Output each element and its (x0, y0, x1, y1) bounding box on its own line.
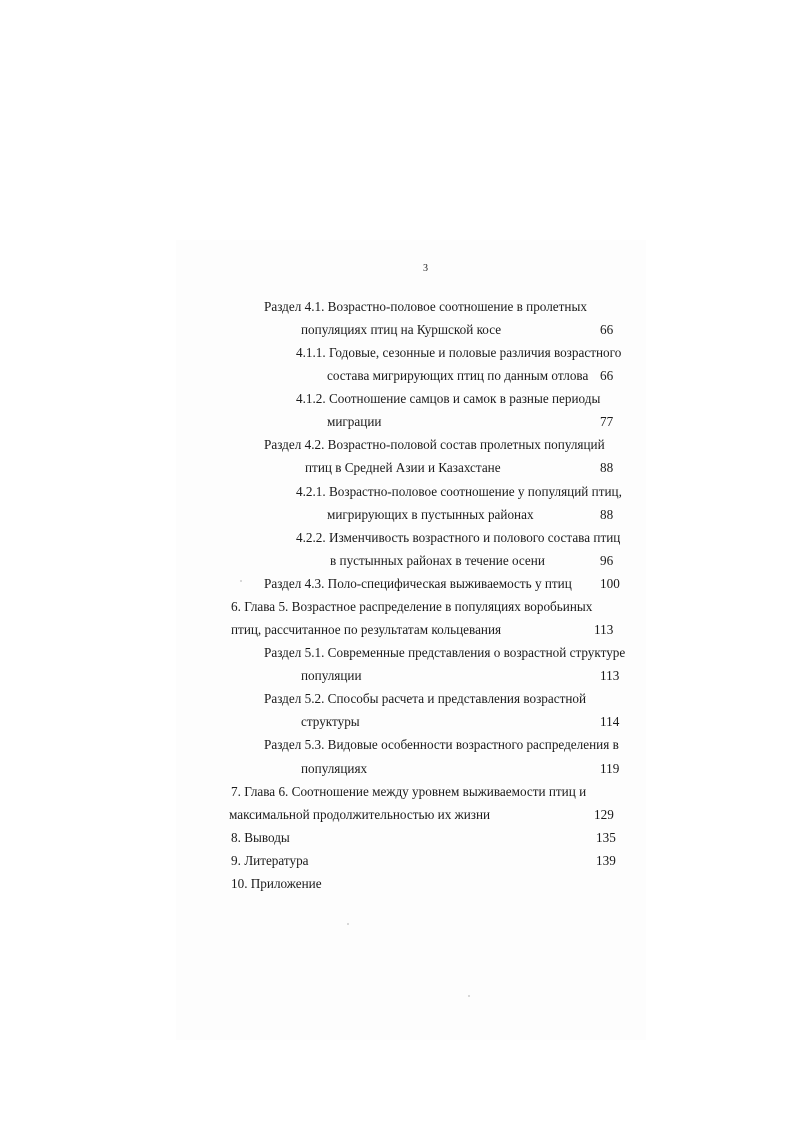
toc-line: 8. Выводы (231, 830, 290, 845)
toc-page: 88 (600, 460, 614, 475)
toc-line: структуры (301, 714, 360, 729)
toc-page: 119 (600, 761, 620, 776)
toc-line: 7. Глава 6. Соотношение между уровнем выживаемости птиц и (231, 784, 587, 799)
toc-page: 113 (600, 668, 620, 683)
toc-line: 4.2.1. Возрастно-половое соотношение у популяций птиц, (296, 484, 622, 499)
scan-speck (240, 580, 242, 582)
toc-line: 4.1.2. Соотношение самцов и самок в разные периоды (296, 391, 601, 406)
toc-line: Раздел 4.3. Поло-специфическая выживаемость у птиц (264, 576, 572, 591)
toc-line: максимальной продолжительностью их жизни (229, 807, 491, 822)
toc-page: 66 (600, 322, 614, 337)
toc-line: Раздел 5.3. Видовые особенности возрастного распределения в (264, 737, 619, 752)
toc-page: 135 (596, 830, 616, 845)
toc-line: популяциях (301, 761, 368, 776)
toc-line: птиц в Средней Азии и Казахстане (305, 460, 501, 475)
toc-page: 88 (600, 507, 614, 522)
toc-line: мигрирующих в пустынных районах (327, 507, 534, 522)
scan-speck (347, 923, 349, 925)
toc-page: 113 (594, 622, 614, 637)
toc-line: состава мигрирующих птиц по данным отлова (327, 368, 589, 383)
toc-page: 96 (600, 553, 614, 568)
toc-page: 114 (600, 714, 620, 729)
toc-line: Раздел 4.1. Возрастно-половое соотношение в пролетных (264, 299, 587, 314)
scan-speck (468, 995, 470, 997)
toc-line: Раздел 5.1. Современные представления о возрастной структуре (264, 645, 626, 660)
toc-line: 6. Глава 5. Возрастное распределение в популяциях воробьиных (231, 599, 593, 614)
toc-page: 139 (596, 853, 616, 868)
page-number: 3 (423, 263, 428, 274)
toc-line: в пустынных районах в течение осени (330, 553, 545, 568)
toc-line: 4.2.2. Изменчивость возрастного и полового состава птиц (296, 530, 621, 545)
toc-page: 100 (600, 576, 620, 591)
toc-line: 9. Литература (231, 853, 309, 868)
toc-line: Раздел 5.2. Способы расчета и представления возрастной (264, 691, 587, 706)
toc-page: 77 (600, 414, 614, 429)
toc-line: 10. Приложение (231, 876, 322, 891)
toc-line: популяциях птиц на Куршской косе (301, 322, 502, 337)
toc-line: популяции (301, 668, 362, 683)
toc-line: 4.1.1. Годовые, сезонные и половые различия возрастного (296, 345, 622, 360)
toc-line: птиц, рассчитанное по результатам кольцевания (231, 622, 502, 637)
toc-page: 66 (600, 368, 614, 383)
toc-line: Раздел 4.2. Возрастно-половой состав пролетных популяций (264, 437, 605, 452)
toc-line: миграции (327, 414, 382, 429)
toc-page: 129 (594, 807, 614, 822)
